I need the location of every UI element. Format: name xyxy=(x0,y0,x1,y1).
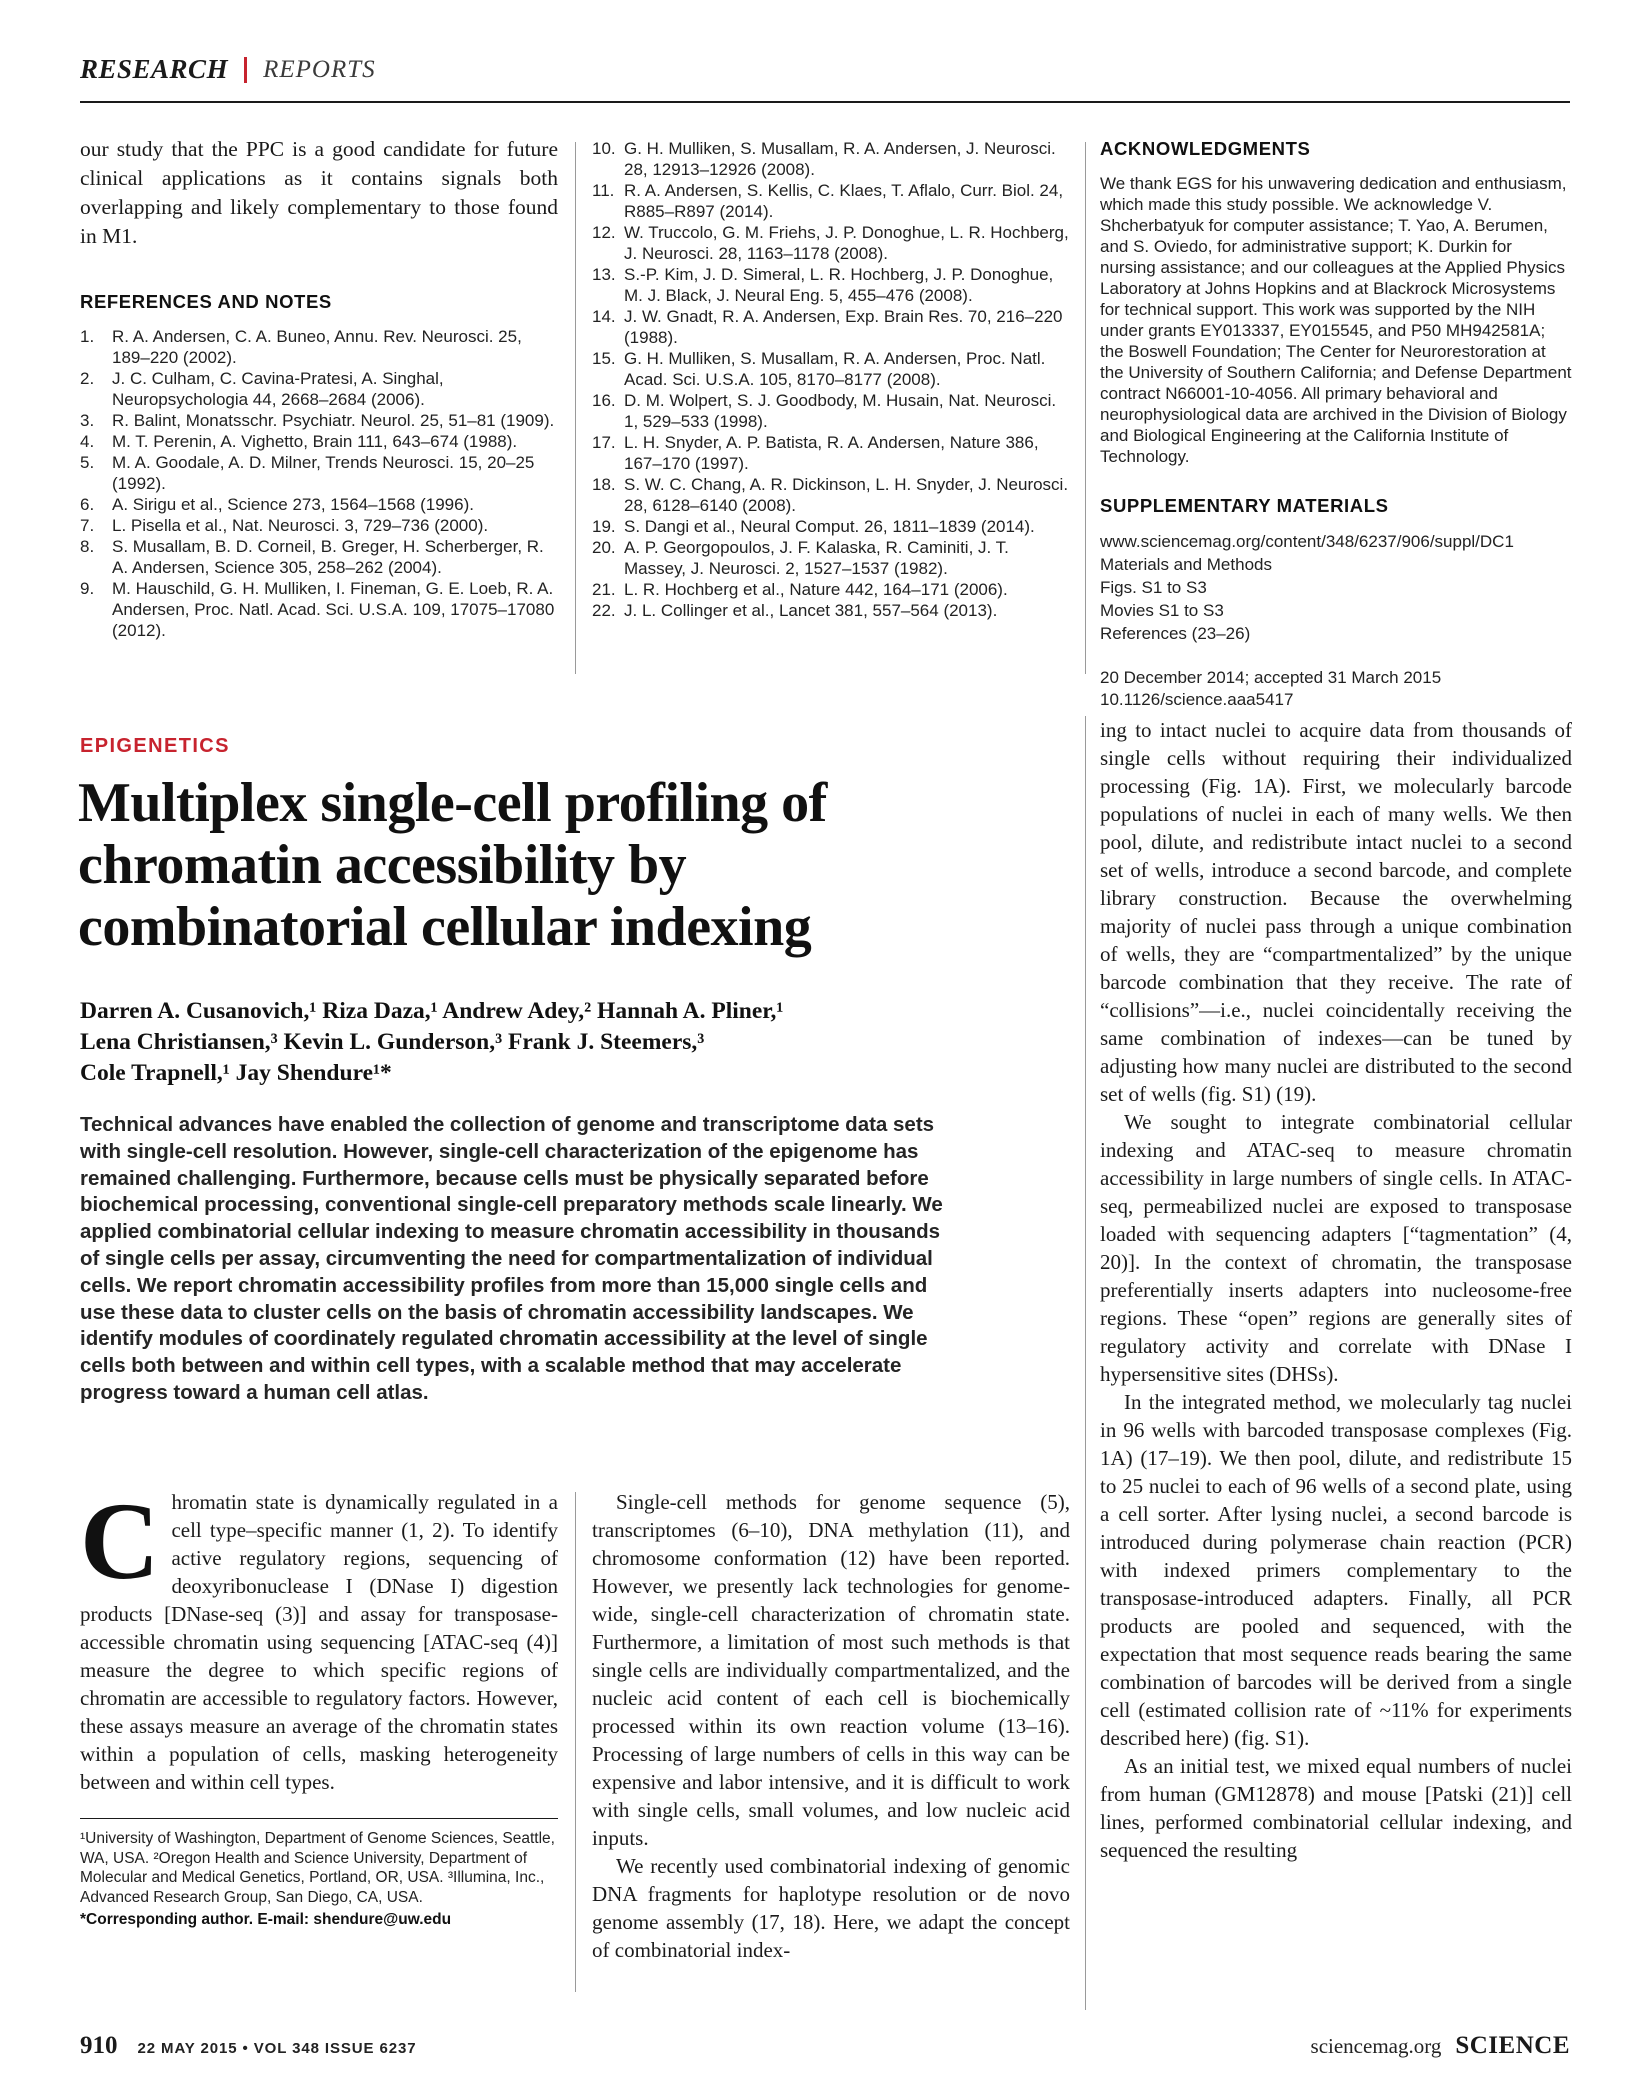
reference-item xyxy=(80,536,558,578)
supplementary-line[interactable]: www.sciencemag.org/content/348/6237/906/suppl/DC1 xyxy=(1100,532,1514,551)
reference-number: 22. xyxy=(592,601,616,620)
supplementary-heading: SUPPLEMENTARY MATERIALS xyxy=(1100,495,1389,516)
top-column-1 xyxy=(80,135,558,641)
reference-item xyxy=(592,516,1070,537)
masthead-divider xyxy=(244,57,247,83)
body-paragraph: In the integrated method, we molecularly tag nuclei in 96 wells with barcoded transposase complexes (Fig. 1A) (17–19). We then pool, dilute, and redistribute 15 to 25 nuclei to each of 96 wells of a second plate, using a cell sorter. After lysing nuclei, a second barcode is introduced during polymerase chain reaction (PCR) with indexed primers complementary to the transposase-introduced adapters. Finally, all PCR products are pooled and sequenced, with the expectation that most sequence reads bearing the same combination of barcodes will be derived from a single cell (estimated collision rate of ~11% for experiments described here) (fig. S1). xyxy=(1100,1390,1572,1750)
column-rule xyxy=(575,1492,576,1992)
reference-item xyxy=(592,600,1070,621)
reference-list-2 xyxy=(592,138,1070,621)
reference-number: 17. xyxy=(592,433,616,452)
reference-item xyxy=(80,452,558,494)
reference-list-1 xyxy=(80,326,558,641)
opening-paragraph-text: hromatin state is dynamically regulated in a cell type–specific manner (1, 2). To identify active regulatory regions, sequencing of deoxyribonuclease I (DNase I) digestion products [DNase-seq (3)] and assay for transposase-accessible chromatin using sequencing [ATAC-seq (4)] measure the degree to which specific regions of chromatin are accessible to regulatory factors. However, these assays measure an average of the chromatin states within a population of cells, masking heterogeneity between and within cell types. xyxy=(80,1490,558,1794)
supplementary-line[interactable]: Movies S1 to S3 xyxy=(1100,601,1224,620)
reference-text: R. Balint, Monatsschr. Psychiatr. Neurol. 25, 51–81 (1909). xyxy=(112,411,555,430)
reference-number: 4. xyxy=(80,432,95,451)
body-column-2 xyxy=(592,1488,1070,1964)
reference-number: 13. xyxy=(592,265,616,284)
reference-item xyxy=(592,306,1070,348)
reference-text: L. Pisella et al., Nat. Neurosci. 3, 729–736 (2000). xyxy=(112,516,489,535)
reference-number: 1. xyxy=(80,327,95,346)
reference-text: J. C. Culham, C. Cavina-Pratesi, A. Singhal, Neuropsychologia 44, 2668–2684 (2006). xyxy=(112,369,444,409)
reference-item xyxy=(592,348,1070,390)
section-label: EPIGENETICS xyxy=(80,735,230,757)
reference-text: S. W. C. Chang, A. R. Dickinson, L. H. Snyder, J. Neurosci. 28, 6128–6140 (2008). xyxy=(624,475,1069,515)
received-dates: 20 December 2014; accepted 31 March 2015 xyxy=(1100,668,1442,687)
reference-text: S. Dangi et al., Neural Comput. 26, 1811–1839 (2014). xyxy=(624,517,1035,536)
reference-item xyxy=(592,264,1070,306)
reference-item xyxy=(80,326,558,368)
top-column-2 xyxy=(592,138,1070,621)
article-abstract: Technical advances have enabled the collection of genome and transcriptome data sets with single-cell resolution. However, single-cell characterization of the epigenome has remained challenging. Furthermore, because cells must be physically separated before biochemical processing, conventional single-cell preparatory methods scale linearly. We applied combinatorial cellular indexing to measure chromatin accessibility in thousands of single cells per assay, circumventing the need for compartmentalization of individual cells. We report chromatin accessibility profiles from more than 15,000 single cells and use these data to cluster cells on the basis of chromatin accessibility landscapes. We identify modules of coordinately regulated chromatin accessibility at the level of single cells both between and within cell types, with a scalable method that may accelerate progress toward a human cell atlas. xyxy=(80,1113,943,1404)
author-line: Darren A. Cusanovich,¹ Riza Daza,¹ Andrew Adey,² Hannah A. Pliner,¹ xyxy=(80,998,784,1024)
reference-number: 2. xyxy=(80,369,95,388)
reference-item xyxy=(592,579,1070,600)
body-paragraph: We sought to integrate combinatorial cellular indexing and ATAC-seq to measure chromatin accessibility in large numbers of single cells. In ATAC-seq, permeabilized nuclei are exposed to transposase loaded with sequencing adapters [“tagmentation” (4, 20)]. In the context of chromatin, the transposase preferentially inserts adapters into nucleosome-free regions. These “open” regions are generally sites of regulatory activity and correlate with DNase I hypersensitive sites (DHSs). xyxy=(1100,1110,1572,1386)
reference-item xyxy=(592,474,1070,516)
drop-cap: C xyxy=(80,1480,160,1602)
acknowledgments-text: We thank EGS for his unwavering dedication and enthusiasm, which made this study possible. We acknowledge V. Shcherbatyuk for computer assistance; T. Yao, A. Berumen, and S. Oviedo, for administrative support; K. Durkin for nursing assistance; and our colleagues at the Applied Physics Laboratory at Johns Hopkins and at Blackrock Microsystems for technical support. This work was supported by the NIH under grants EY013337, EY015545, and P50 MH942581A; the Boswell Foundation; The Center for Neurorestoration at the University of Southern California; and Defense Department contract N66001-10-4056. All primary behavioral and neurophysiological data are archived in the Division of Biology and Biological Engineering at the California Institute of Technology. xyxy=(1100,174,1572,466)
reference-text: R. A. Andersen, C. A. Buneo, Annu. Rev. Neurosci. 25, 189–220 (2002). xyxy=(112,327,522,367)
reference-number: 20. xyxy=(592,538,616,557)
author-line: Lena Christiansen,³ Kevin L. Gunderson,³ Frank J. Steemers,³ xyxy=(80,1029,705,1055)
body-column-1 xyxy=(80,1480,558,1930)
reference-text: J. W. Gnadt, R. A. Andersen, Exp. Brain Res. 70, 216–220 (1988). xyxy=(624,307,1063,347)
footnote-rule xyxy=(80,1818,558,1819)
references-heading: REFERENCES AND NOTES xyxy=(80,291,332,312)
column-rule xyxy=(1085,716,1086,2010)
reference-number: 5. xyxy=(80,453,95,472)
page-number: 910 xyxy=(80,2032,118,2059)
reference-text: M. A. Goodale, A. D. Milner, Trends Neurosci. 15, 20–25 (1992). xyxy=(112,453,535,493)
acknowledgments-heading: ACKNOWLEDGMENTS xyxy=(1100,138,1311,159)
reference-item xyxy=(592,537,1070,579)
journal-brand: SCIENCE xyxy=(1455,2032,1570,2059)
reference-item xyxy=(80,515,558,536)
reference-number: 16. xyxy=(592,391,616,410)
footer-left xyxy=(80,2032,416,2060)
reference-text: G. H. Mulliken, S. Musallam, R. A. Andersen, Proc. Natl. Acad. Sci. U.S.A. 105, 8170–8177 (2008). xyxy=(624,349,1046,389)
reference-item xyxy=(80,410,558,431)
column-rule xyxy=(575,142,576,674)
body-paragraph: We recently used combinatorial indexing of genomic DNA fragments for haplotype resolution or de novo genome assembly (17, 18). Here, we adapt the concept of combinatorial index- xyxy=(592,1854,1070,1962)
supplementary-line[interactable]: References (23–26) xyxy=(1100,624,1251,643)
reference-item xyxy=(80,578,558,641)
reference-item xyxy=(592,432,1070,474)
reference-text: S. Musallam, B. D. Corneil, B. Greger, H. Scherberger, R. A. Andersen, Science 305, 258–262 (2004). xyxy=(112,537,544,577)
reference-number: 7. xyxy=(80,516,95,535)
supplementary-line[interactable]: Materials and Methods xyxy=(1100,555,1272,574)
reference-item xyxy=(592,222,1070,264)
article-title-line: combinatorial cellular indexing xyxy=(78,896,812,958)
doi: 10.1126/science.aaa5417 xyxy=(1100,690,1294,709)
reference-text: L. R. Hochberg et al., Nature 442, 164–171 (2006). xyxy=(624,580,1008,599)
body-column-3 xyxy=(1100,716,1572,1864)
reference-text: A. Sirigu et al., Science 273, 1564–1568 (1996). xyxy=(112,495,474,514)
reference-text: M. Hauschild, G. H. Mulliken, I. Fineman, G. E. Loeb, R. A. Andersen, Proc. Natl. Acad. Sci. U.S.A. 109, 17075–17080 (2012). xyxy=(112,579,555,640)
reference-text: G. H. Mulliken, S. Musallam, R. A. Andersen, J. Neurosci. 28, 12913–12926 (2008). xyxy=(624,139,1056,179)
masthead-reports-label: REPORTS xyxy=(263,55,376,83)
reference-number: 15. xyxy=(592,349,616,368)
journal-site: sciencemag.org xyxy=(1310,2034,1442,2058)
author-list xyxy=(80,996,783,1089)
author-line: Cole Trapnell,¹ Jay Shendure¹* xyxy=(80,1060,392,1086)
received-block xyxy=(1100,667,1572,711)
reference-text: D. M. Wolpert, S. J. Goodbody, M. Husain, Nat. Neurosci. 1, 529–533 (1998). xyxy=(624,391,1057,431)
affiliations-text: ¹University of Washington, Department of Genome Sciences, Seattle, WA, USA. ²Oregon Health and Science University, Department of Molecular and Medical Genetics, Portland, OR, USA. ³Illumina, Inc., Advanced Research Group, San Diego, CA, USA. xyxy=(80,1830,555,1906)
reference-item xyxy=(592,390,1070,432)
reference-number: 8. xyxy=(80,537,95,556)
body-paragraph: As an initial test, we mixed equal numbers of nuclei from human (GM12878) and mouse [Patski (21)] cell lines, performed combinatorial cellular indexing, and sequenced the resulting xyxy=(1100,1754,1572,1862)
column-rule xyxy=(1085,142,1086,674)
reference-number: 21. xyxy=(592,580,616,599)
reference-text: A. P. Georgopoulos, J. F. Kalaska, R. Caminiti, J. T. Massey, J. Neurosci. 2, 1527–1537 (1982). xyxy=(624,538,1009,578)
reference-item xyxy=(80,368,558,410)
issue-info: 22 MAY 2015 • VOL 348 ISSUE 6237 xyxy=(137,2040,417,2057)
reference-number: 12. xyxy=(592,223,616,242)
top-column-3 xyxy=(1100,138,1572,711)
reference-number: 11. xyxy=(592,181,615,200)
article-title-line: chromatin accessibility by xyxy=(78,834,687,896)
supplementary-line[interactable]: Figs. S1 to S3 xyxy=(1100,578,1207,597)
corresponding-author[interactable]: *Corresponding author. E-mail: shendure@uw.edu xyxy=(80,1911,452,1928)
opening-paragraph xyxy=(80,1480,558,1796)
masthead-research-label: RESEARCH xyxy=(80,54,229,84)
reference-number: 6. xyxy=(80,495,95,514)
reference-text: S.-P. Kim, J. D. Simeral, L. R. Hochberg, J. P. Donoghue, M. J. Black, J. Neural Eng. 5, 455–476 (2008). xyxy=(624,265,1054,305)
reference-item xyxy=(592,180,1070,222)
body-paragraph: ing to intact nuclei to acquire data from thousands of single cells without requiring their individualized processing (Fig. 1A). First, we molecularly barcode populations of nuclei in each of many wells. We then pool, dilute, and redistribute intact nuclei to a second set of wells, introduce a second barcode, and complete library construction. Because the overwhelming majority of nuclei pass through a unique combination of wells, they are “compartmentalized” by the unique barcode combination that they receive. The rate of “collisions”—i.e., nuclei coincidentally receiving the same combination of indexes—can be tuned by adjusting how many nuclei are distributed to the second set of wells (fig. S1) (19). xyxy=(1100,718,1572,1106)
reference-number: 10. xyxy=(592,139,616,158)
reference-number: 9. xyxy=(80,579,95,598)
supplementary-lines xyxy=(1100,530,1572,645)
reference-text: L. H. Snyder, A. P. Batista, R. A. Andersen, Nature 386, 167–170 (1997). xyxy=(624,433,1039,473)
masthead-rule xyxy=(80,101,1570,103)
reference-text: R. A. Andersen, S. Kellis, C. Klaes, T. Aflalo, Curr. Biol. 24, R885–R897 (2014). xyxy=(624,181,1064,221)
reference-text: W. Truccolo, G. M. Friehs, J. P. Donoghue, L. R. Hochberg, J. Neurosci. 28, 1163–1178 (2008). xyxy=(624,223,1069,263)
reference-number: 18. xyxy=(592,475,616,494)
article-title xyxy=(78,772,978,958)
reference-text: J. L. Collinger et al., Lancet 381, 557–564 (2013). xyxy=(624,601,998,620)
footer-right xyxy=(1311,2032,1570,2060)
article-title-line: Multiplex single-cell profiling of xyxy=(78,772,827,834)
reference-number: 19. xyxy=(592,517,616,536)
masthead xyxy=(80,54,376,85)
reference-item xyxy=(80,494,558,515)
reference-item xyxy=(80,431,558,452)
reference-number: 3. xyxy=(80,411,95,430)
body-paragraph: Single-cell methods for genome sequence (5), transcriptomes (6–10), DNA methylation (11), and chromosome conformation (12) have been reported. However, we presently lack technologies for genome-wide, single-cell characterization of chromatin state. Furthermore, a limitation of most such methods is that single cells are individually compartmentalized, and the nucleic acid content of each cell is biochemically processed within its own reaction volume (13–16). Processing of large numbers of cells in this way can be expensive and labor intensive, and it is difficult to work with single cells, small volumes, and low nucleic acid inputs. xyxy=(592,1490,1070,1850)
previous-article-closing-paragraph: our study that the PPC is a good candidate for future clinical applications as it contains signals both overlapping and likely complementary to those found in M1. xyxy=(80,137,558,248)
reference-text: M. T. Perenin, A. Vighetto, Brain 111, 643–674 (1988). xyxy=(112,432,518,451)
reference-number: 14. xyxy=(592,307,616,326)
reference-item xyxy=(592,138,1070,180)
